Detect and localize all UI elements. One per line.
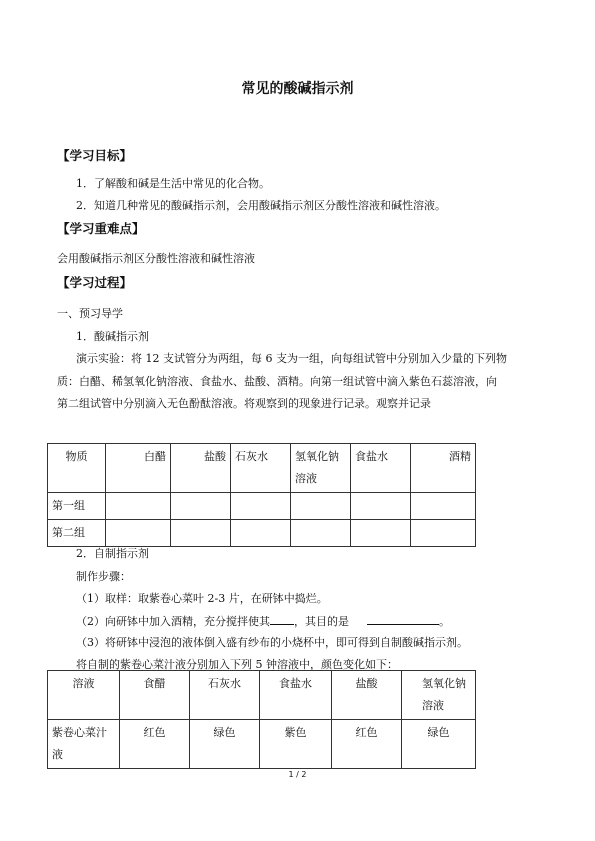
color-change-table (47, 670, 476, 769)
blank-field[interactable] (367, 612, 439, 625)
steps-label: 制作步骤： (76, 570, 131, 583)
table-cell: 红色 (332, 720, 402, 769)
table-header-cell: 白醋 (106, 444, 171, 493)
page-title: 常见的酸碱指示剂 (241, 81, 354, 97)
goal-item-2: 2．知道几种常见的酸碱指示剂，会用酸碱指示剂区分酸性溶液和碱性溶液。 (76, 199, 446, 212)
table-header-cell: 食盐水 (260, 671, 332, 720)
demo-line-1: 演示实验：将 12 支试管分为两组，每 6 支为一组，向每组试管中分别加入少量的下列物 (76, 352, 507, 365)
table-cell: 紫色 (260, 720, 332, 769)
process-heading: 【学习过程】 (57, 275, 133, 290)
table-header-cell: 石灰水 (231, 444, 291, 493)
observation-table (47, 443, 476, 547)
key-points-heading: 【学习重难点】 (57, 221, 145, 236)
step-2 (76, 612, 450, 629)
step-2-text-a: （2）向研钵中加入酒精，充分搅拌使其 (76, 615, 270, 628)
step-2-text-b: ，其目的是 (294, 615, 349, 628)
step-2-end: 。 (439, 615, 450, 628)
table-header-cell: 石灰水 (190, 671, 260, 720)
table2-intro: 将自制的紫卷心菜汁液分别加入下列 5 钟溶液中，颜色变化如下： (76, 658, 398, 671)
table-row (48, 520, 476, 547)
blank-field[interactable] (270, 612, 294, 625)
table-row (48, 493, 476, 520)
table-header-cell: 氢氧化钠溶液 (402, 671, 476, 720)
goals-heading: 【学习目标】 (57, 148, 133, 163)
goal-item-1: 1．了解酸和碱是生活中常见的化合物。 (76, 177, 270, 190)
table-header-cell: 食盐水 (351, 444, 411, 493)
table-header-cell: 食醋 (120, 671, 190, 720)
sub-title-self-made: 2．自制指示剂 (76, 547, 149, 560)
table-header-cell: 盐酸 (171, 444, 231, 493)
demo-line-2: 质：白醋、稀氢氧化钠溶液、食盐水、盐酸、酒精。向第一组试管中滴入紫色石蕊溶液，向 (57, 375, 497, 388)
table-cell: 绿色 (190, 720, 260, 769)
preview-guide: 一、预习导学 (57, 307, 123, 320)
row-label: 第一组 (48, 493, 106, 520)
table-header-cell: 物质 (48, 444, 106, 493)
table-cell: 红色 (120, 720, 190, 769)
table-header-row (48, 671, 476, 720)
row-label: 紫卷心菜汁液 (48, 720, 120, 769)
table-header-cell: 溶液 (48, 671, 120, 720)
row-label: 第二组 (48, 520, 106, 547)
table-header-row (48, 444, 476, 493)
table-header-cell: 酒精 (411, 444, 476, 493)
page-number: 1 / 2 (288, 770, 307, 779)
step-3: （3）将研钵中浸泡的液体倒入盛有纱布的小烧杯中，即可得到自制酸碱指示剂。 (76, 636, 468, 649)
demo-line-3: 第二组试管中分别滴入无色酚酞溶液。将观察到的现象进行记录。观察并记录 (57, 397, 431, 410)
table-row (48, 720, 476, 769)
table-cell: 绿色 (402, 720, 476, 769)
table-header-cell: 氢氧化钠溶液 (291, 444, 351, 493)
table-header-cell: 盐酸 (332, 671, 402, 720)
sub-title-indicator: 1．酸碱指示剂 (76, 330, 149, 343)
key-points-text: 会用酸碱指示剂区分酸性溶液和碱性溶液 (57, 252, 255, 265)
step-1: （1）取样：取紫卷心菜叶 2-3 片，在研钵中捣烂。 (76, 592, 328, 605)
